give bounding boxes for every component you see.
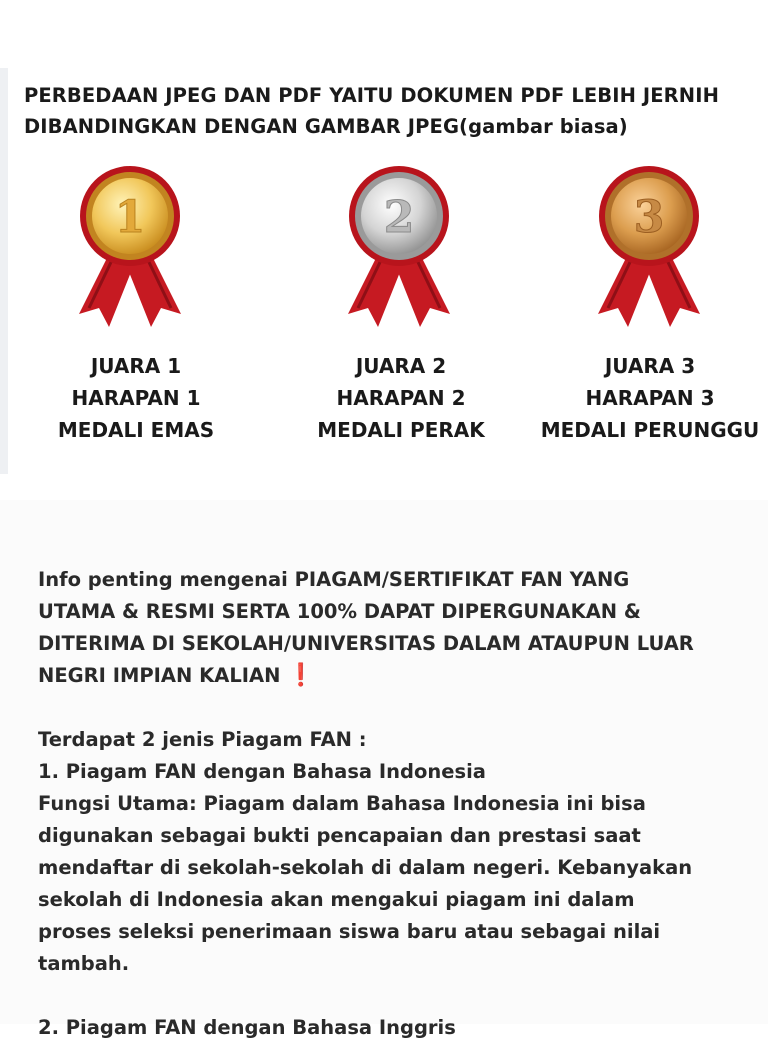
medal-number: 3: [633, 192, 665, 243]
caption-line-2: HARAPAN 2: [336, 386, 466, 410]
title-line-1: PERBEDAAN JPEG DAN PDF YAITU DOKUMEN PDF LEBIH JERNIH: [24, 84, 719, 107]
paragraph-gap: [38, 980, 758, 1012]
gold-medal-icon: [65, 162, 195, 342]
medal-caption: [271, 350, 531, 446]
caption-line-1: JUARA 2: [355, 354, 447, 378]
item-title: 1. Piagam FAN dengan Bahasa Indonesia: [38, 760, 486, 783]
silver-medal-icon: [334, 162, 464, 342]
caption-line-1: JUARA 1: [90, 354, 182, 378]
caption-line-3: MEDALI PERUNGGU: [540, 418, 760, 442]
medal-number: 1: [114, 192, 146, 243]
info-line: Info penting mengenai PIAGAM/SERTIFIKAT FAN YANG: [38, 568, 630, 591]
caption-line-3: MEDALI EMAS: [57, 418, 215, 442]
card-title: [24, 80, 754, 142]
item-text: Fungsi Utama: Piagam dalam Bahasa Indonesia ini bisa: [38, 792, 646, 815]
medal-caption: [6, 350, 266, 446]
caption-line-2: HARAPAN 3: [585, 386, 715, 410]
item-text: proses seleksi penerimaan siswa baru atau sebagai nilai: [38, 920, 661, 943]
title-line-2: DIBANDINGKAN DENGAN GAMBAR JPEG(gambar biasa): [24, 115, 628, 138]
info-line-text: NEGRI IMPIAN KALIAN: [38, 664, 281, 687]
info-line: DITERIMA DI SEKOLAH/UNIVERSITAS DALAM ATAUPUN LUAR: [38, 632, 694, 655]
bronze-medal-icon: [584, 162, 714, 342]
medal-caption: [520, 350, 780, 446]
info-text: [38, 564, 758, 1044]
paragraph-gap: [38, 692, 758, 724]
caption-line-1: JUARA 3: [604, 354, 696, 378]
item-text: sekolah di Indonesia akan mengakui piagam ini dalam: [38, 888, 635, 911]
item-text: digunakan sebagai bukti pencapaian dan prestasi saat: [38, 824, 641, 847]
item-text: tambah.: [38, 952, 130, 975]
types-heading: Terdapat 2 jenis Piagam FAN :: [38, 728, 367, 751]
caption-line-2: HARAPAN 1: [71, 386, 201, 410]
info-line: [38, 660, 758, 692]
info-line: UTAMA & RESMI SERTA 100% DAPAT DIPERGUNAKAN &: [38, 600, 641, 623]
item-title: 2. Piagam FAN dengan Bahasa Inggris: [38, 1016, 456, 1039]
caption-line-3: MEDALI PERAK: [317, 418, 485, 442]
item-text: mendaftar di sekolah-sekolah di dalam negeri. Kebanyakan: [38, 856, 693, 879]
medal-number: 2: [383, 192, 415, 243]
exclamation-icon: ❗: [287, 663, 315, 688]
